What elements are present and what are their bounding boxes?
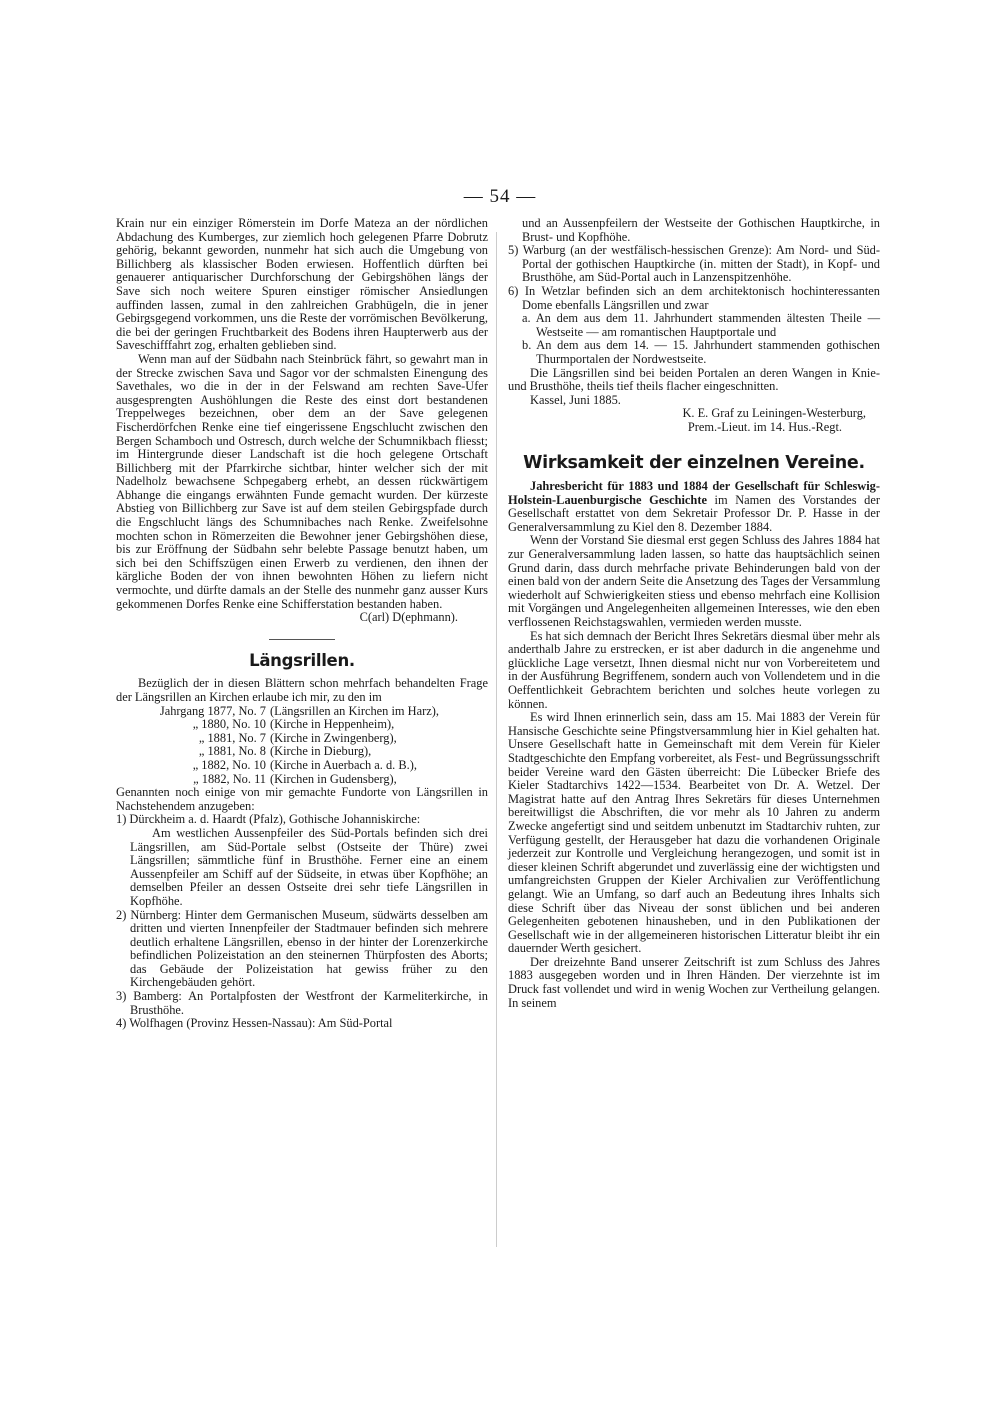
reference-item: [116, 732, 488, 746]
paragraph: Es hat sich demnach der Bericht Ihres Sekretärs diesmal über mehr als anderthalb Jahre zu erstrecken, er ist aber dadurch in die angenehme und glückliche Lage versetzt, Ihnen diesmal nicht nur von Vorbereitetem und in der Ausführung Begriffenem, sondern auch von Vollendetem und in die Oeffentlichkeit Gebrachtem berichten und solches heute vorlegen zu können.: [508, 628, 880, 711]
author-rank: Prem.-Lieut. im 14. Hus.-Regt.: [687, 419, 842, 434]
list-item: 5) Warburg (an der westfälisch-hessischen Grenze): Am Nord- und Süd-Portal der gothischen Hauptkirche (in. mitten der Stadt), in Kopf- und Brusthöhe, am Süd-Portal auch in Lanzenspitzenhöhe.: [508, 243, 880, 285]
paragraph: Krain nur ein einziger Römerstein im Dorfe Mateza an der nördlichen Abdachung des Kumberges, zur ziemlich hoch gelegenen Pfarre Dobrutz gehörig, bekannt geworden, nunmehr hat sich auch die Umgebung von Billichberg als klassischer Boden erwiesen. Hoffentlich dürften bei genauerer antiquarischer Durchforschung der Gebirgshöhen längs der Save sich noch weitere Spuren einstiger römischer Ansiedlungen auffinden lassen, zumal in den zahlreichen Grabhügeln, die in jener Gebirgsgegend vorkommen, uns die Reste der vorrömischen Bevölkerung, die bei der geringen Fruchtbarkeit des Bodens ihren Haupterwerb aus der Saveschifffahrt zog, erhalten geblieben sind.: [116, 216, 488, 353]
list-item: 4) Wolfhagen (Provinz Hessen-Nassau): Am Süd-Portal: [116, 1016, 393, 1031]
page-number: — 54 —: [463, 186, 537, 207]
report-subtitle: im Namen des Vorstandes der Gesellschaft erstattet von dem Sekretair Professor Dr. P. Hasse in der Generalversammlung zu Kiel den 8. Dezember 1884.: [508, 492, 880, 534]
reference-text: (Kirche in Auerbach a. d. B.),: [270, 757, 417, 772]
list-item-body: Am westlichen Aussenpfeiler des Süd-Portals befinden sich drei Längsrillen, am Süd-Portale selbst (Ostseite der Thüre) zwei Längsrillen; sämmtliche fünf in Brusthöhe. Ferner eine an einem Aussenpfeiler am Schiff auf der Südseite, in etwas über Kopfhöhe; an demselben Pfeiler an dessen Ostseite drei sehr tiefe Längsrillen in Kopfhöhe.: [130, 825, 488, 908]
paragraph: Genannten noch einige von mir gemachte Fundorte von Längsrillen in Nachstehendem anzugeben:: [116, 785, 488, 813]
reference-item: [116, 705, 488, 719]
paragraph: Wenn man auf der Südbahn nach Steinbrück fährt, so gewahrt man in der Strecke zwischen Sava und Sagor vor der schmalsten Einengung des Savethales, wo die in der in der Felswand am rechten Save-Ufer ausgesprengten Aushöhlungen die Reste des einst dort bestandenen Treppelweges bezeichnen, ober dem an der Save gelegenen Fischerdörfchen Renke eine tief eingerissene Engschlucht zwischen den Bergen Schamboch und Ostresch, durch welche der Schumnikbach fliesst; im Hintergrunde dieser Landschaft ist die hoch gelegene Ortschaft Billichberg mit der Pfarrkirche sichtbar, hinter welcher sich der mit Nadelholz bewachsene Schpegaberg erhebt, an dessen rückwärtigem Abhange die eingangs erwähnten Funde gemacht wurden. Der kürzeste Abstieg von Billichberg zur Save ist auf dem steilen Gebirgspfade durch die Engschlucht längs des Schumnibaches nach Renke. Zweifelsohne mochten schon in Römerzeiten die Bewohner jener Gebirgshöhen diese, bis zur Eröffnung der Südbahn sehr belebte Passage benutzt haben, um sich bei den Schiffszügen einen Erwerb zu verdienen, den ihnen der kärgliche Boden der von ihnen bewohnten Höhen zu liefern nicht vermochte, und dürfte damals an der Stelle des nunmehr ganz ausser Kurs gekommenen Dorfes Renke eine Schifferstation bestanden haben.: [116, 351, 488, 611]
section-divider: [269, 639, 335, 640]
list-item-heading: 1) Dürckheim a. d. Haardt (Pfalz), Gothische Johanniskirche:: [116, 812, 421, 827]
section-heading: Wirksamkeit der einzelnen Vereine.: [523, 452, 865, 473]
reference-text: (Längsrillen an Kirchen im Harz),: [270, 703, 439, 718]
reference-item: [116, 718, 488, 732]
reference-text: (Kirche in Zwingenberg),: [270, 730, 397, 745]
reference-item: [116, 773, 488, 787]
reference-label: „ 1881, No. 7: [198, 730, 266, 745]
paragraph: Die Längsrillen sind bei beiden Portalen an deren Wangen in Knie- und Brusthöhe, theils tief theils flacher eingeschnitten.: [508, 365, 880, 394]
column-divider: [496, 232, 497, 1247]
reference-label: „ 1881, No. 8: [198, 744, 266, 759]
reference-list: [116, 705, 488, 787]
reference-item: [116, 759, 488, 773]
reference-text: (Kirchen in Gudensberg),: [270, 771, 397, 786]
author-signature: C(arl) D(ephmann).: [359, 610, 458, 625]
reference-label: „ 1880, No. 10: [192, 717, 266, 732]
reference-label: „ 1882, No. 11: [193, 771, 266, 786]
section-heading: Längsrillen.: [249, 650, 355, 670]
reference-item: [116, 745, 488, 759]
reference-label: „ 1882, No. 10: [192, 757, 266, 772]
sub-list-item: a. An dem aus dem 11. Jahrhundert stammenden ältesten Theile — Westseite — am romantischen Hauptportale und: [522, 311, 880, 339]
paragraph: Bezüglich der in diesen Blättern schon mehrfach behandelten Frage der Längsrillen an Kirchen erlaube ich mir, zu den im: [116, 676, 488, 704]
list-item: 2) Nürnberg: Hinter dem Germanischen Museum, südwärts desselben am dritten und vierten Innenpfeiler der Stadtmauer befinden sich mehrere deutlich erhaltene Längsrillen, ebenso in der hinter der Lorenzerkirche befindlichen Polizeistation an den steinernen Thürpfosten des Aborts; das Gebäude der Polizeistation hat gewiss früher zu den Kirchengebäuden gehört.: [116, 907, 488, 990]
paragraph: Es wird Ihnen erinnerlich sein, dass am 15. Mai 1883 der Verein für Hansische Geschichte seine Pfingstversammlung hier in Kiel gehalten hat. Unsere Gesellschaft hatte in Gemeinschaft mit dem Verein für Kieler Stadtgeschichte den Empfang vorbereitet, als Fest- und Begrüssungsschrift beider Vereine ward den Gästen überreicht: Die Lübecker Briefe des Kieler Stadtarchivs 1422—1534. Bearbeitet von Dr. A. Wetzel. Der Magistrat hatte auf den Antrag Ihres Sekretärs für dieses Unternehmen bereitwilligst die Abschriften, die vor mehr als 10 Jahren zu anderm Zwecke angefertigt sind und seitdem unbenutzt im Stadtarchiv ruhten, zur Verfügung gestellt, der Herausgeber hat dazu die vorhandenen Originale jederzeit zur Kontrolle und Vergleichung herangezogen, und somit ist in dieser kleinen Schrift abgerundet und zuverlässig eine der wichtigsten und umfangreichsten Gruppen der Kieler Archivalien zur Veröffentlichung gelangt. Wie an Umfang, so darf auch an Bedeutung ihres Inhalts sich diese Schrift über das Niveau der sonst üblichen und bei anderen Gelegenheiten gebotenen hinausheben, und in den Publikationen der Gesellschaft wie in der allgemeineren historischen Litteratur bleibt ihr ein dauernder Werth gesichert.: [508, 710, 880, 956]
list-item-continuation: und an Aussenpfeilern der Westseite der Gothischen Hauptkirche, in Brust- und Kopfhöhe.: [522, 216, 880, 244]
list-item: 3) Bamberg: An Portalpfosten der Westfront der Karmeliterkirche, in Brusthöhe.: [116, 989, 488, 1017]
paragraph: Wenn der Vorstand Sie diesmal erst gegen Schluss des Jahres 1884 hat zur Generalversammlung laden lassen, so hatte das hauptsächlich seinen Grund darin, dass durch mehrfache private Behinderungen bald von der einen bald von der andern Seite die Ansetzung des Tages der Versammlung wiederholt auf Schwierigkeiten stiess und ebenso mehrfach eine Kollision mit Vorgängen und Angelegenheiten allgemeinen Interesses, wie den eben verflossenen Reichstagswahlen, vermieden werden musste.: [508, 533, 881, 630]
left-column: [116, 217, 488, 1031]
right-column: [508, 217, 880, 1010]
paragraph: Der dreizehnte Band unserer Zeitschrift ist zum Schluss des Jahres 1883 ausgegeben worden und in Ihren Händen. Der vierzehnte ist im Druck fast vollendet und wird in wenig Wochen zur Vertheilung gelangen. In seinem: [508, 954, 880, 1010]
list-item: 6) In Wetzlar befinden sich an dem architektonisch hochinteressanten Dome ebenfalls Längsrillen und zwar: [508, 283, 880, 312]
report-title: Jahresbericht für 1883 und 1884 der Gesellschaft für Schleswig-Holstein-Lauenburgische Geschichte: [508, 479, 880, 507]
author-signature: K. E. Graf zu Leiningen-Westerburg,: [682, 406, 866, 421]
place-date: Kassel, Juni 1885.: [530, 392, 621, 407]
sub-list-item: b. An dem aus dem 14. — 15. Jahrhundert stammenden gothischen Thurmportalen der Nordwestseite.: [522, 338, 880, 366]
reference-text: (Kirche in Heppenheim),: [270, 717, 395, 732]
reference-label: Jahrgang 1877, No. 7: [159, 703, 266, 718]
reference-text: (Kirche in Dieburg),: [270, 744, 372, 759]
